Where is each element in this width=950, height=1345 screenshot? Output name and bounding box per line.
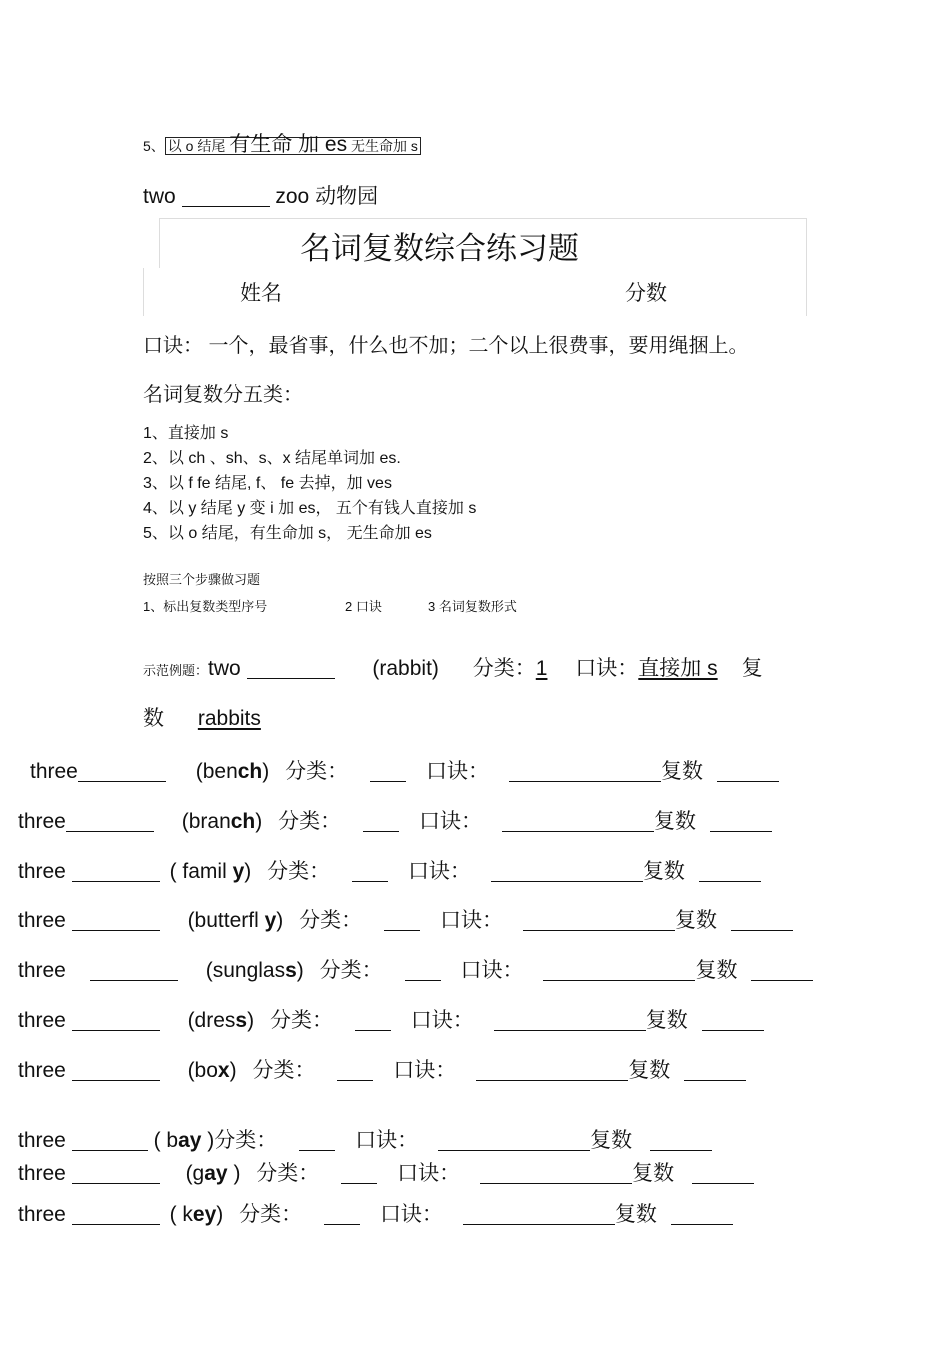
plural-label: 复数 [614, 1203, 657, 1226]
plural-answer-blank[interactable] [72, 1009, 160, 1031]
exercise-count: three [18, 1009, 66, 1032]
word-close: ) [244, 860, 252, 883]
step-1: 1、标出复数类型序号 [143, 599, 268, 614]
exercise-word [170, 860, 252, 883]
category-label: 分类： [278, 810, 342, 833]
category-label: 分类： [285, 760, 349, 783]
plural-answer-blank[interactable] [72, 909, 160, 931]
word-close: ) [276, 909, 284, 932]
zoo-line-right: zoo 动物园 [275, 185, 379, 208]
example-line-2 [143, 702, 261, 732]
word-close: ) [247, 1009, 255, 1032]
plural-blank[interactable] [710, 810, 772, 832]
word-close: ) [201, 1129, 215, 1152]
exercise-word [188, 1009, 255, 1032]
exercise-word [206, 959, 304, 982]
plural-label: 复数 [645, 1009, 688, 1032]
steps-heading: 按照三个步骤做习题 [143, 572, 261, 587]
category-label: 分类： [319, 959, 383, 982]
plural-blank[interactable] [702, 1009, 764, 1031]
example-rhyme-label: 口诀： [575, 657, 639, 680]
title-frame-left-lower [143, 268, 144, 316]
exercise-count: three [18, 1059, 66, 1082]
category-label: 分类： [256, 1162, 320, 1185]
word-ending: x [217, 1059, 230, 1082]
category-blank[interactable] [370, 760, 406, 782]
exercise-word [188, 909, 284, 932]
example-word-blank [247, 657, 335, 679]
header-note-part1: 以 o 结尾 [167, 138, 230, 154]
header-note-part3: 无生命加 s [347, 138, 418, 154]
exercise-count: three [18, 1203, 66, 1226]
word-ending: ey [192, 1203, 217, 1226]
rhyme-blank[interactable] [523, 909, 675, 931]
category-blank[interactable] [337, 1059, 373, 1081]
name-label: 姓名 [240, 282, 282, 305]
word-close: ) [262, 760, 270, 783]
exercise-count: three [30, 760, 78, 783]
rhyme-label: 口诀： [379, 1203, 443, 1226]
rhyme-blank[interactable] [502, 810, 654, 832]
word-stem: ( famil [169, 860, 233, 883]
word-close: ) [296, 959, 304, 982]
page-title: 名词复数综合练习题 [300, 231, 579, 266]
exercise-row [18, 1054, 746, 1084]
category-blank[interactable] [352, 860, 388, 882]
rhyme-label: 口诀： [439, 909, 503, 932]
exercise-count: three [18, 909, 66, 932]
step-3: 3 名词复数形式 [428, 599, 517, 614]
plural-answer-blank[interactable] [72, 1059, 160, 1081]
plural-label: 复数 [653, 810, 696, 833]
word-ending: ch [237, 760, 263, 783]
example-category-value: 1 [535, 657, 548, 680]
word-ending: ch [230, 810, 256, 833]
example-plural-value: rabbits [197, 707, 261, 730]
rhyme-text: 口诀： 一个，最省事，什么也不加；二个以上很费事，要用绳捆上。 [143, 335, 749, 357]
word-stem: ( k [169, 1203, 193, 1226]
score-label: 分数 [625, 282, 667, 305]
example-category-label: 分类： [472, 657, 536, 680]
rule-item: 2、以 ch 、sh、s、x 结尾单词加 es. [143, 450, 401, 467]
exercise-word [188, 1059, 237, 1082]
plural-blank[interactable] [684, 1059, 746, 1081]
category-blank[interactable] [405, 959, 441, 981]
word-stem: (dres [187, 1009, 236, 1032]
word-stem: (bo [187, 1059, 218, 1082]
example-rhyme-value: 直接加 s [638, 657, 718, 680]
exercise-row [18, 805, 772, 835]
category-blank[interactable] [299, 1129, 335, 1151]
exercise-word [154, 1129, 215, 1152]
rhyme-label: 口诀： [410, 1009, 474, 1032]
plural-label: 复数 [632, 1162, 675, 1185]
category-blank[interactable] [384, 909, 420, 931]
word-stem: (butterfl [187, 909, 265, 932]
categories-heading: 名词复数分五类： [143, 384, 303, 406]
plural-label: 复数 [674, 909, 717, 932]
header-note [143, 128, 421, 158]
category-blank[interactable] [324, 1203, 360, 1225]
exercise-row [18, 855, 761, 885]
category-label: 分类： [269, 1009, 333, 1032]
plural-answer-blank[interactable] [78, 760, 166, 782]
word-stem: ( b [153, 1129, 179, 1152]
rhyme-blank[interactable] [480, 1162, 632, 1184]
example-line-1 [143, 652, 763, 682]
example-word: (rabbit) [372, 657, 439, 680]
exercise-count: three [18, 810, 66, 833]
exercise-row [18, 954, 813, 984]
title-frame-right [806, 218, 807, 316]
rule-item: 1、直接加 s [143, 425, 229, 442]
word-ending: ay [204, 1162, 228, 1185]
title-frame-top [159, 218, 807, 219]
rhyme-blank[interactable] [491, 860, 643, 882]
plural-label: 复数 [660, 760, 703, 783]
header-note-part2: 有生命 加 es [229, 133, 348, 156]
exercise-word [186, 1162, 241, 1185]
category-label: 分类： [252, 1059, 316, 1082]
category-label: 分类： [239, 1203, 303, 1226]
header-note-number: 5、 [143, 138, 165, 154]
category-label: 分类： [214, 1129, 278, 1152]
plural-answer-blank[interactable] [66, 810, 154, 832]
word-stem: (sunglas [205, 959, 286, 982]
exercise-row [30, 755, 779, 785]
rhyme-blank[interactable] [463, 1203, 615, 1225]
plural-blank[interactable] [671, 1203, 733, 1225]
exercise-count: three [18, 860, 66, 883]
zoo-line [143, 180, 378, 210]
plural-label: 复数 [590, 1129, 633, 1152]
exercise-word [170, 1203, 224, 1226]
exercise-row [18, 1124, 712, 1154]
word-ending: s [235, 1009, 248, 1032]
zoo-line-left: two [143, 185, 176, 208]
step-2: 2 口诀 [345, 599, 382, 614]
plural-answer-blank[interactable] [72, 1129, 148, 1151]
word-ending: s [285, 959, 297, 982]
word-ending: y [232, 860, 245, 883]
plural-answer-blank[interactable] [90, 959, 178, 981]
exercise-word [182, 810, 263, 833]
rhyme-label: 口诀： [425, 760, 489, 783]
rhyme-blank[interactable] [494, 1009, 646, 1031]
rule-item: 3、以 f fe 结尾, f、 fe 去掉，加 ves [143, 475, 392, 492]
rule-item: 5、以 o 结尾，有生命加 s， 无生命加 es [143, 525, 432, 542]
word-close: ) [227, 1162, 241, 1185]
plural-blank[interactable] [650, 1129, 712, 1151]
rhyme-label: 口诀： [355, 1129, 419, 1152]
plural-blank[interactable] [731, 909, 793, 931]
title-frame-left [159, 218, 160, 268]
example-count: two [208, 657, 241, 680]
word-stem: (g [185, 1162, 205, 1185]
rule-item: 4、以 y 结尾 y 变 i 加 es， 五个有钱人直接加 s [143, 500, 477, 517]
plural-answer-blank[interactable] [72, 1162, 160, 1184]
example-plural-label-2: 数 [143, 707, 164, 730]
category-label: 分类： [267, 860, 331, 883]
header-note-box [165, 133, 421, 156]
example-plural-label-1: 复 [741, 657, 763, 680]
exercise-row [18, 1157, 754, 1187]
exercise-row [18, 1004, 764, 1034]
word-ending: ay [178, 1129, 202, 1152]
rhyme-label: 口诀： [418, 810, 482, 833]
example-prefix: 示范例题： [143, 663, 209, 678]
zoo-line-blank [182, 185, 270, 207]
word-close: ) [216, 1203, 224, 1226]
exercise-row [18, 904, 793, 934]
exercise-row [18, 1198, 733, 1228]
word-ending: y [264, 909, 277, 932]
exercise-count: three [18, 1129, 66, 1152]
category-label: 分类： [299, 909, 363, 932]
plural-answer-blank[interactable] [72, 1203, 160, 1225]
category-blank[interactable] [355, 1009, 391, 1031]
plural-label: 复数 [642, 860, 685, 883]
plural-blank[interactable] [717, 760, 779, 782]
rhyme-blank[interactable] [543, 959, 695, 981]
category-blank[interactable] [341, 1162, 377, 1184]
word-close: ) [255, 810, 263, 833]
exercise-count: three [18, 1162, 66, 1185]
plural-blank[interactable] [692, 1162, 754, 1184]
plural-label: 复数 [695, 959, 738, 982]
exercise-count: three [18, 959, 66, 982]
rhyme-label: 口诀： [397, 1162, 461, 1185]
rhyme-label: 口诀： [407, 860, 471, 883]
plural-answer-blank[interactable] [72, 860, 160, 882]
rhyme-label: 口诀： [460, 959, 524, 982]
exercise-word [196, 760, 270, 783]
word-stem: (bran [181, 810, 231, 833]
plural-blank[interactable] [751, 959, 813, 981]
category-blank[interactable] [363, 810, 399, 832]
rhyme-blank[interactable] [438, 1129, 590, 1151]
word-stem: (ben [195, 760, 238, 783]
rhyme-blank[interactable] [476, 1059, 628, 1081]
plural-label: 复数 [628, 1059, 671, 1082]
plural-blank[interactable] [699, 860, 761, 882]
rhyme-label: 口诀： [393, 1059, 457, 1082]
word-close: ) [229, 1059, 237, 1082]
rhyme-blank[interactable] [509, 760, 661, 782]
